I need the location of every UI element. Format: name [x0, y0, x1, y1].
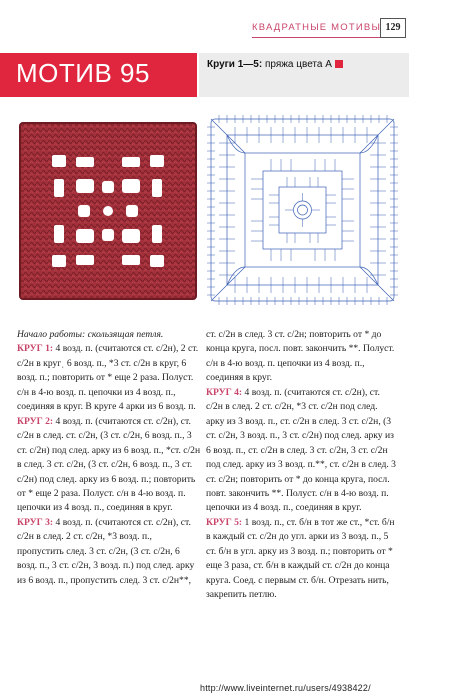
round-1-text: 4 возд. п. (считаются ст. с/2н), 2 ст. с/2н в кругˌ 6 возд. п., *3 ст. с/2н в круг, 6 возд. п.; повторить от * еще 2 раза. Полуст. с/н в 4-ю возд. п. цепочки из 4 возд. п., соединяя в круг. В круге 4 арки из 6 возд. п.: [17, 343, 199, 413]
section-title: КВАДРАТНЫЕ МОТИВЫ: [252, 22, 382, 33]
round-5: [206, 516, 396, 603]
motif-photo: [18, 121, 198, 301]
round-2-label: КРУГ 2:: [17, 415, 54, 427]
round-3-continued: ст. с/2н в след. 3 ст. с/2н; повторить от * до конца круга, посл. повт. закончить **. Полуст. с/н в 4-ю возд. п. цепочки из 4 возд. п., соединяя в круг.: [206, 329, 395, 384]
round-4-text: 4 возд. п. (считаются ст. с/2н), ст. с/2н в след. 2 ст. с/2н, *3 ст. с/2н под след. арку из 3 возд. п., ст. с/2н в след. 3 ст. с/2н, (3 ст. с/2н, 3 возд. п., 3 ст. с/2н) под след. арку из 6 возд. п., ст. с/2н в след. 3 ст. с/2н, 3 ст. с/2н под след. арку из 3 возд. п.**, ст. с/2н в след. 3 ст. с/2н; повторить от * до конца круга, посл. повт. закончить **. Полуст. с/н в 4-ю возд. п. цепочки из 4 возд. п., соединяя в круг.: [206, 386, 396, 514]
round-4: [206, 386, 396, 516]
round-2: [17, 415, 201, 516]
page-number: 129: [380, 18, 406, 38]
rounds-range: Круги 1—5:: [207, 59, 263, 70]
motif-title: МОТИВ 95: [16, 58, 150, 88]
intro-text: Начало работы: скользящая петля.: [17, 329, 164, 340]
round-1-label: КРУГ 1:: [17, 343, 54, 355]
round-3: [17, 516, 201, 588]
rounds-label: [207, 59, 343, 70]
round-4-label: КРУГ 4:: [206, 386, 243, 398]
round-2-text: 4 возд. п. (считаются ст. с/2н), ст. с/2н в след. ст. с/2н, (3 ст. с/2н, 6 возд. п., 3 ст. с/2н) под след. арку из 6 возд. п., *ст. с/2н в след. 3 ст. с/2н, (3 ст. с/2н, 6 возд. п., 3 ст. с/2н) под след. арку из 6 возд. п.; повторить от * еще 2 раза. Полуст. с/н в 4-ю возд. п. цепочки из 4 возд. п., соединяя в круг.: [17, 415, 201, 514]
round-1: [17, 342, 201, 414]
round-3-text: 4 возд. п. (считаются ст. с/2н), ст. с/2н в след. 2 ст. с/2н, *3 возд. п., пропустить след. 3 ст. с/2н, (3 ст. с/2н, 6 возд. п., 3 ст. с/2н, 3 возд. п.) под след. арку из 6 возд. п., пропустить след. 3 ст. с/2н**,: [17, 516, 195, 586]
rounds-yarn: пряжа цвета А: [262, 59, 332, 70]
round-5-label: КРУГ 5:: [206, 516, 243, 528]
instructions-left-column: [17, 328, 201, 588]
round-3-label: КРУГ 3:: [17, 516, 54, 528]
crochet-diagram: [205, 113, 400, 307]
round-5-text: 1 возд. п., ст. б/н в тот же ст., *ст. б/н в каждый ст. с/2н до угл. арки из 3 возд. п., 5 ст. б/н в угл. арку из 3 возд. п.; повторить от * еще 3 раза, ст. б/н в каждый ст. с/2н до конца круга. Соед. с первым ст. б/н. Отрезать нить, закрепить петлю.: [206, 516, 395, 601]
source-url: http://www.liveinternet.ru/users/4938422/: [200, 683, 371, 693]
instructions-right-column: [206, 328, 396, 603]
yarn-color-swatch: [335, 60, 343, 68]
